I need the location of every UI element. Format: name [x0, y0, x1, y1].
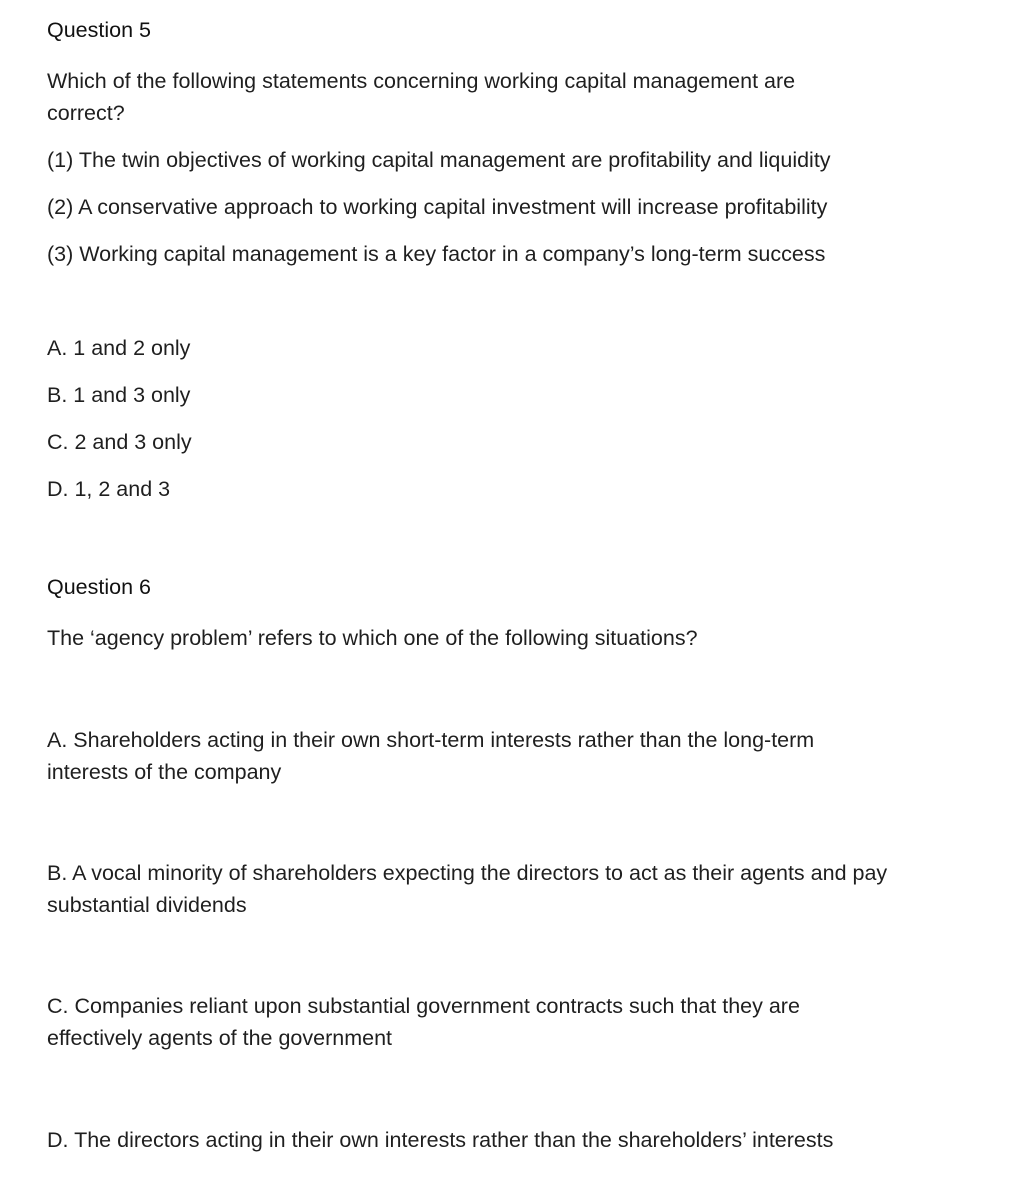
question-5-statement-1: (1) The twin objectives of working capital management are profitability and liquidity: [47, 148, 831, 172]
question-6-option-a: A. Shareholders acting in their own short-term interests rather than the long-term interests of the company: [47, 728, 815, 784]
question-5-title: Question 5: [47, 18, 151, 42]
question-5-option-c: C. 2 and 3 only: [47, 430, 192, 454]
question-6-title: Question 6: [47, 575, 151, 599]
question-5-statement-3: (3) Working capital management is a key factor in a company’s long-term success: [47, 242, 826, 266]
question-6-option-b: B. A vocal minority of shareholders expecting the directors to act as their agents and pay substantial dividends: [47, 861, 888, 917]
question-5-option-b: B. 1 and 3 only: [47, 383, 191, 407]
question-5-option-a: A. 1 and 2 only: [47, 336, 191, 360]
question-6-option-c: C. Companies reliant upon substantial government contracts such that they are effectively agents of the government: [47, 994, 800, 1050]
question-6-prompt: The ‘agency problem’ refers to which one of the following situations?: [47, 626, 698, 650]
question-6-option-d: D. The directors acting in their own interests rather than the shareholders’ interests: [47, 1128, 834, 1152]
question-5-statement-2: (2) A conservative approach to working capital investment will increase profitability: [47, 195, 828, 219]
question-5-prompt: Which of the following statements concerning working capital management are correct?: [47, 69, 796, 125]
question-5-option-d: D. 1, 2 and 3: [47, 477, 171, 501]
